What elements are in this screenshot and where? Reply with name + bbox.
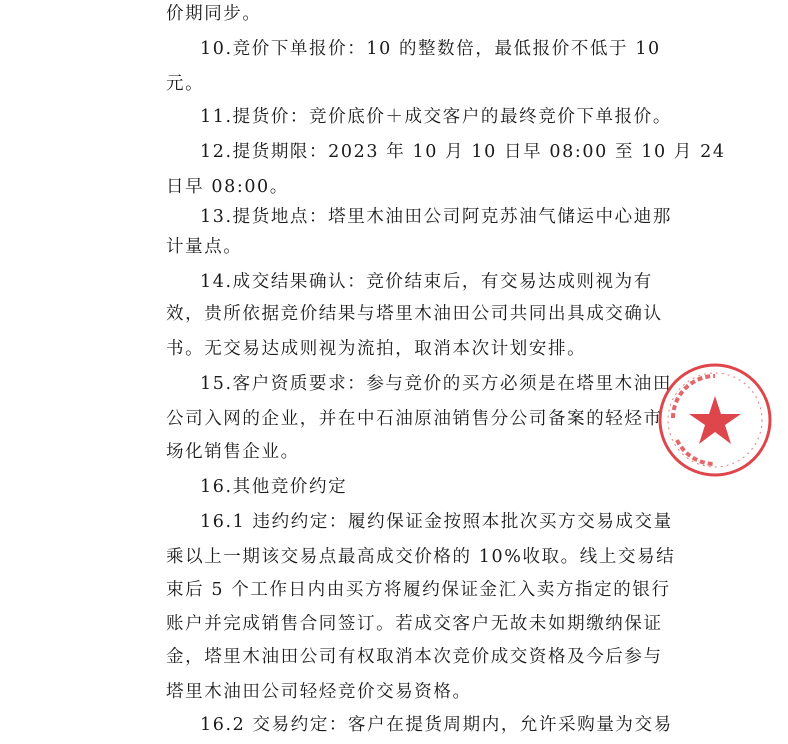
- text-line: 15.客户资质要求：参与竞价的买方必须是在塔里木油田: [200, 374, 672, 394]
- text-line: 金，塔里木油田公司有权取消本次竞价成交资格及今后参与: [166, 647, 663, 667]
- text-line: 场化销售企业。: [166, 442, 300, 462]
- text-line: 乘以上一期该交易点最高成交价格的 10%收取。线上交易结: [166, 547, 676, 567]
- text-line: 10.竞价下单报价：10 的整数倍，最低报价不低于 10: [200, 39, 661, 59]
- text-line: 16.其他竞价约定: [200, 477, 348, 497]
- text-line: 价期同步。: [166, 4, 262, 24]
- text-line: 16.2 交易约定：客户在提货周期内，允许采购量为交易: [200, 715, 673, 735]
- text-line: 13.提货地点：塔里木油田公司阿克苏油气储运中心迪那: [200, 207, 672, 227]
- text-line: 11.提货价：竞价底价＋成交客户的最终竞价下单报价。: [200, 107, 672, 127]
- text-line: 塔里木油田公司轻烃竞价交易资格。: [166, 682, 472, 702]
- red-seal-stamp: [655, 360, 775, 480]
- text-line: 16.1 违约约定：履约保证金按照本批次买方交易成交量: [200, 512, 673, 532]
- text-line: 12.提货期限：2023 年 10 月 10 日早 08:00 至 10 月 24: [200, 142, 726, 162]
- text-line: 束后 5 个工作日内由买方将履约保证金汇入卖方指定的银行: [166, 580, 671, 600]
- text-line: 计量点。: [166, 237, 243, 257]
- text-line: 账户并完成销售合同签订。若成交客户无故未如期缴纳保证: [166, 614, 663, 634]
- text-line: 14.成交结果确认：竞价结束后，有交易达成则视为有: [200, 272, 653, 292]
- text-line: 日早 08:00。: [166, 177, 289, 197]
- text-line: 公司入网的企业，并在中石油原油销售分公司备案的轻烃市: [166, 409, 663, 429]
- text-line: 书。无交易达成则视为流拍，取消本次计划安排。: [166, 339, 587, 359]
- text-line: 元。: [166, 74, 205, 94]
- text-line: 效，贵所依据竞价结果与塔里木油田公司共同出具成交确认: [166, 304, 663, 324]
